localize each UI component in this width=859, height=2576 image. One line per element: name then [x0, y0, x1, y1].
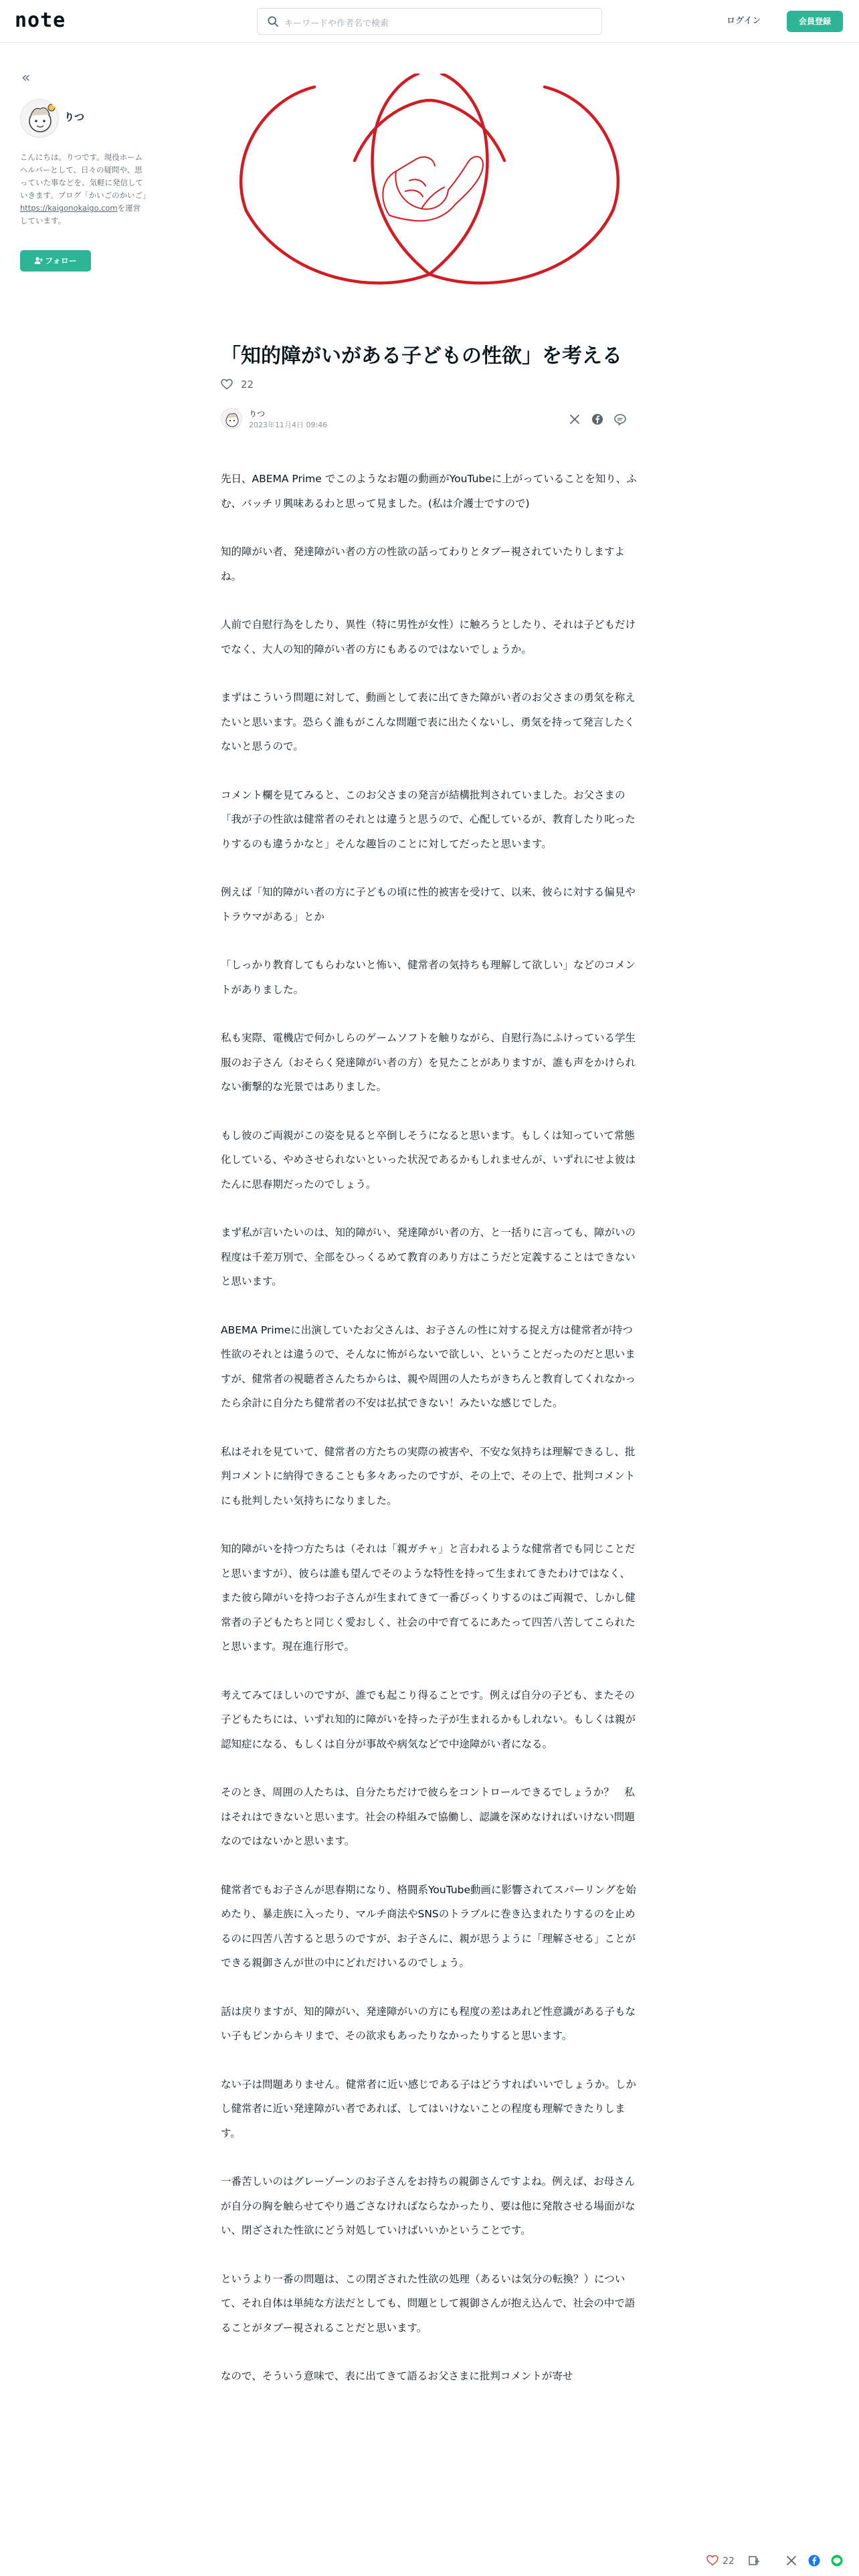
facebook-share-icon[interactable]: [808, 2555, 820, 2567]
like-section: [221, 379, 254, 391]
x-share-icon[interactable]: [785, 2555, 797, 2567]
paragraph: 「しっかり教育してもらわないと怖い、健常者の気持ちも理解して欲しい」などのコメントがありました。: [221, 959, 636, 996]
author-avatar[interactable]: [20, 99, 59, 138]
collapse-sidebar-icon[interactable]: «: [21, 70, 31, 86]
search-input[interactable]: キーワードや作者名で検索: [284, 19, 389, 29]
bottom-like[interactable]: [706, 2555, 735, 2567]
article-author-row: [221, 407, 638, 431]
paragraph: 考えてみてほしいのですが、誰でも起こり得ることです。例えば自分の子ども、またその子どもたちには、いずれ知的に障がいを持った子が生まれるかもしれない。もしくは親が認知症になる、もしくは自分が事故や病気などで中途障がい者になる。: [221, 1689, 636, 1750]
bottom-like-count: 22: [723, 2556, 735, 2567]
author-bio: こんにちは。りつです。現役ホームヘルパーとして、日々の疑問や、思っていた事などを、気軽に発信していきます。ブログ「かいごのかいご」https://kaigonokaigo.comを運営しています。: [20, 152, 151, 225]
paragraph: なので、そういう意味で、表に出てきて語るお父さまに批判コメントが寄せ: [221, 2370, 573, 2382]
paragraph: 先日、ABEMA Prime でこのようなお題の動画がYouTubeに上がっていることを知り、ふむ、バッチリ興味あるわと思って見ました。(私は介護士ですので): [221, 473, 637, 510]
article-author-name[interactable]: りつ: [249, 409, 266, 419]
paragraph: まず私が言いたいのは、知的障がい、発達障がい者の方、と一括りに言っても、障がいの程度は千差万別で、全部をひっくるめて教育のあり方はこうだと定義することはできないと思います。: [221, 1226, 636, 1287]
blog-link[interactable]: https://kaigonokaigo.com: [20, 203, 118, 213]
paragraph: 私はそれを見ていて、健常者の方たちの実際の被害や、不安な気持ちは理解できるし、批判コメントに納得できることも多々あったのですが、その上で、その上で、批判コメントにも批判したい気持ちになりました。: [221, 1445, 636, 1507]
paragraph: コメント欄を見てみると、このお父さまの発言が結構批判されていました。お父さまの「我が子の性欲は健常者のそれとは違うと思うので、心配しているが、教育したり叱ったりするのも違うかなと」そんな趣旨のことに対してだったと思います。: [221, 788, 636, 850]
paragraph: ない子は問題ありません。健常者に近い感じである子はどうすればいいでしょうか。しかし健常者に近い発達障がい者であれば、してはいけないことの程度も理解できたりします。: [221, 2078, 636, 2139]
paragraph: 人前で自慰行為をしたり、異性（特に男性が女性）に触ろうとしたり、それは子どもだけでなく、大人の知的障がい者の方にもあるのではないでしょうか。: [221, 619, 636, 655]
paragraph: 知的障がいを持つ方たちは（それは「親ガチャ」と言われるような健常者でも同じことだと思いますが）、彼らは誰も望んでそのような特性を持って生まれてきたわけではなく、また彼ら障がいを持つお子さんが生まれてきて一番びっくりするのはご両親で、しかし健常者の子どもたちと同じく愛おしく、社会の中で育てるにあたって四苦八苦してこられたと思います。現在進行形で。: [221, 1543, 636, 1652]
login-link[interactable]: ログイン: [727, 16, 761, 26]
paragraph: 例えば「知的障がい者の方に子どもの頃に性的被害を受けて、以来、彼らに対する偏見やトラウマがある」とか: [221, 886, 636, 923]
article-body: [221, 467, 638, 2413]
search-icon: [267, 15, 279, 27]
paragraph: 健常者でもお子さんが思春期になり、格闘系YouTube動画に影響されてスパーリングを始めたり、暴走族に入ったり、マルチ商法やSNSのトラブルに巻き込まれたりするのを止めるのに四苦八苦すると思うのですが、お子さんに、親が思うように「理解させる」ことができる親御さんが世の中にどれだけいるのでしょう。: [221, 1883, 636, 1969]
search-box[interactable]: [257, 8, 602, 35]
paragraph: ABEMA Primeに出演していたお父さんは、お子さんの性に対する捉え方は健常者が持つ性欲のそれとは違うので、そんなに怖がらないで欲しい、ということだったのだと思いますが、健常者の視聴者さんたちからは、親や周囲の人たちがきちんと教育してくれなかったら余計に自分たち健常者の不安は払拭できない！みたいな感じでした。: [221, 1323, 636, 1409]
article-date: 2023年11月4日 09:46: [249, 421, 328, 429]
paragraph: そのとき、周囲の人たちは、自分たちだけで彼らをコントロールできるでしょうか？ 私はそれはできないと思います。社会の枠組みで協働し、認識を深めなければいけない問題なのではないかと思います。: [221, 1786, 635, 1847]
paragraph: 私も実際、電機店で何かしらのゲームソフトを触りながら、自慰行為にふけっている学生服のお子さん（おそらく発達障がい者の方）を見たことがありますが、誰も声をかけられない衝撃的な光景ではありました。: [221, 1032, 636, 1093]
line-share-icon[interactable]: [831, 2555, 843, 2567]
note-logo[interactable]: note: [15, 9, 66, 32]
hero-illustration: [221, 74, 638, 294]
paragraph: 一番苦しいのはグレーゾーンのお子さんをお持ちの親御さんですよね。例えば、お母さんが自分の胸を触らせてやり過ごさなければならなかったり、要は他に発散させる場面がない、閉ざされた性欲にどう対処していけばいいかということです。: [221, 2175, 636, 2236]
sidebar-author-name[interactable]: りつ: [64, 111, 85, 123]
paragraph: まずはこういう問題に対して、動画として表に出てきた障がい者のお父さまの勇気を称えたいと思います。恐らく誰もがこんな問題で表に出たくないし、勇気を持って発言したくないと思うので。: [221, 691, 636, 752]
person-add-icon: [34, 257, 43, 264]
signup-button[interactable]: 会員登録: [787, 11, 843, 32]
floating-action-bar: [690, 2547, 859, 2576]
heart-icon[interactable]: [221, 379, 233, 390]
article-title: 「知的障がいがある子どもの性欲」を考える: [221, 344, 622, 368]
magazine-add-icon[interactable]: [748, 2555, 760, 2567]
like-count: 22: [241, 379, 254, 391]
paragraph: というより一番の問題は、この閉ざされた性欲の処理（あるいは気分の転換？）について、それ自体は単純な方法だとしても、問題として親御さんが抱え込んで、社会の中で語ることがタブー視されることだと思います。: [221, 2272, 636, 2334]
site-header: [0, 0, 859, 43]
facebook-share-icon[interactable]: [591, 413, 603, 425]
paragraph: 話は戻りますが、知的障がい、発達障がいの方にも程度の差はあれど性意識がある子もない子もピンからキリまで、その欲求もあったりなかったりすると思います。: [221, 2005, 636, 2042]
paragraph: 知的障がい者、発達障がい者の方の性欲の話ってわりとタブー視されていたりしますよね。: [221, 546, 626, 582]
heart-icon[interactable]: [706, 2555, 719, 2566]
x-share-icon[interactable]: [569, 413, 581, 425]
article-author-avatar[interactable]: [221, 408, 242, 429]
line-share-icon[interactable]: [614, 413, 626, 425]
paragraph: もし彼のご両親がこの姿を見ると卒倒しそうになると思います。もしくは知っていて常態化している、やめさせられないといった状況であるかもしれませんが、いずれにせよ彼はたんに思春期だったのでしょう。: [221, 1129, 636, 1190]
follow-button[interactable]: フォロー: [20, 250, 91, 272]
